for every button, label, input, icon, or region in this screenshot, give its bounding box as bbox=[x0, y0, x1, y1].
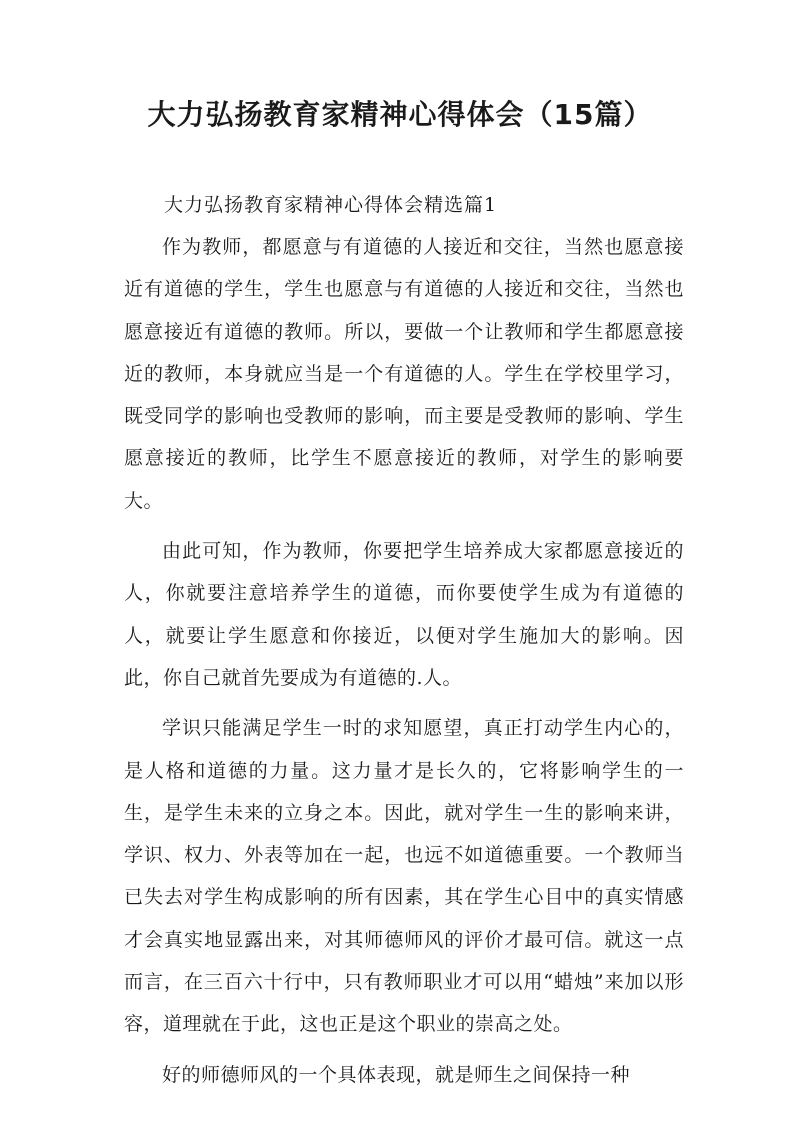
paragraph: 由此可知，作为教师，你要把学生培养成大家都愿意接近的人，你就要注意培养学生的道德，而你要使学生成为有道德的人，就要让学生愿意和你接近，以便对学生施加大的影响。因此，你自己就首先要成为有道德的.人。 bbox=[124, 540, 684, 689]
paragraph: 好的师德师风的一个具体表现，就是师生之间保持一种 bbox=[162, 1063, 631, 1086]
document-title: 大力弘扬教育家精神心得体会（15篇） bbox=[147, 98, 653, 131]
document-body bbox=[124, 226, 684, 1104]
paragraph: 作为教师，都愿意与有道德的人接近和交往，当然也愿意接近有道德的学生，学生也愿意与有道德的人接近和交往，当然也愿意接近有道德的教师。所以，要做一个让教师和学生都愿意接近的教师，本身就应当是一个有道德的人。学生在学校里学习，既受同学的影响也受教师的影响，而主要是受教师的影响、学生愿意接近的教师，比学生不愿意接近的教师，对学生的影响要大。 bbox=[124, 236, 684, 512]
section-heading: 大力弘扬教育家精神心得体会精选篇1 bbox=[164, 194, 498, 216]
paragraph: 学识只能满足学生一时的求知愿望，真正打动学生内心的，是人格和道德的力量。这力量才是长久的，它将影响学生的一生，是学生未来的立身之本。因此，就对学生一生的影响来讲，学识、权力、外表等加在一起，也远不如道德重要。一个教师当已失去对学生构成影响的所有因素，其在学生心目中的真实情感才会真实地显露出来，对其师德师风的评价才最可信。就这一点而言，在三百六十行中，只有教师职业才可以用“蜡烛”来加以形容，道理就在于此，这也正是这个职业的崇高之处。 bbox=[124, 717, 684, 1036]
